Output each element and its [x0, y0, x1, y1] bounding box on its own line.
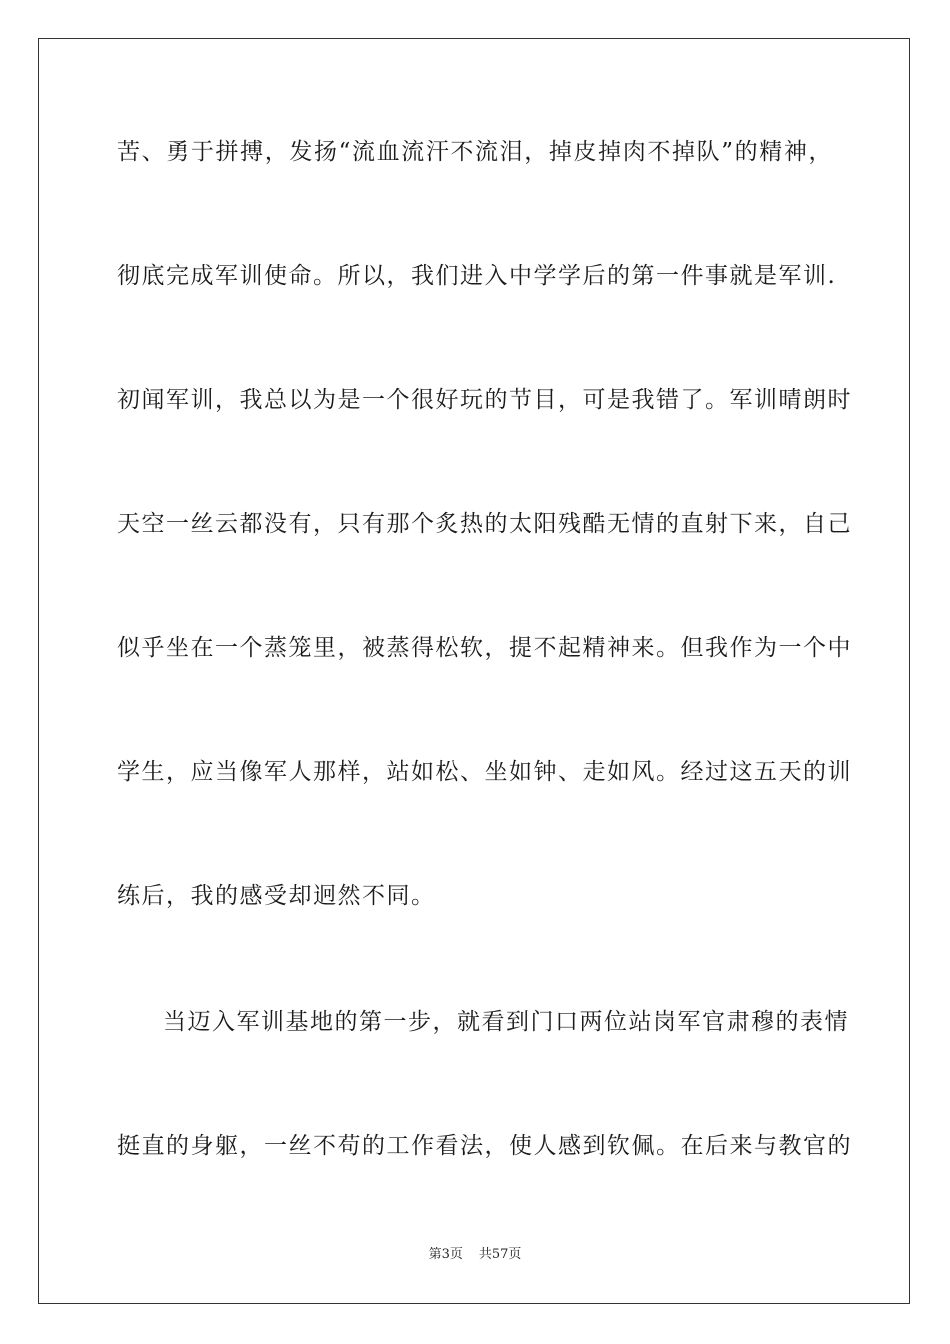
body-line-8: 当迈入军训基地的第一步，就看到门口两位站岗军官肃穆的表情	[163, 1009, 849, 1035]
body-line-4: 天空一丝云都没有，只有那个炙热的太阳残酷无情的直射下来，自己	[117, 511, 852, 537]
page-total: 共57页	[478, 1247, 522, 1262]
page-number: 第3页	[428, 1247, 463, 1262]
page-footer	[0, 1246, 950, 1264]
body-line-2: 彻底完成军训使命。所以，我们进入中学学后的第一件事就是军训.	[117, 263, 837, 289]
body-line-1: 苦、勇于拼搏，发扬“流血流汗不流泪，掉皮掉肉不掉队”的精神，	[117, 139, 833, 165]
body-line-6: 学生，应当像军人那样，站如松、坐如钟、走如风。经过这五天的训	[117, 759, 852, 785]
body-line-3: 初闻军训，我总以为是一个很好玩的节目，可是我错了。军训晴朗时	[117, 387, 852, 413]
page-border	[38, 38, 910, 1304]
body-line-9: 挺直的身躯，一丝不苟的工作看法，使人感到钦佩。在后来与教官的	[117, 1133, 852, 1159]
body-line-7: 练后，我的感受却迥然不同。	[117, 883, 436, 909]
body-line-5: 似乎坐在一个蒸笼里，被蒸得松软，提不起精神来。但我作为一个中	[117, 635, 852, 661]
